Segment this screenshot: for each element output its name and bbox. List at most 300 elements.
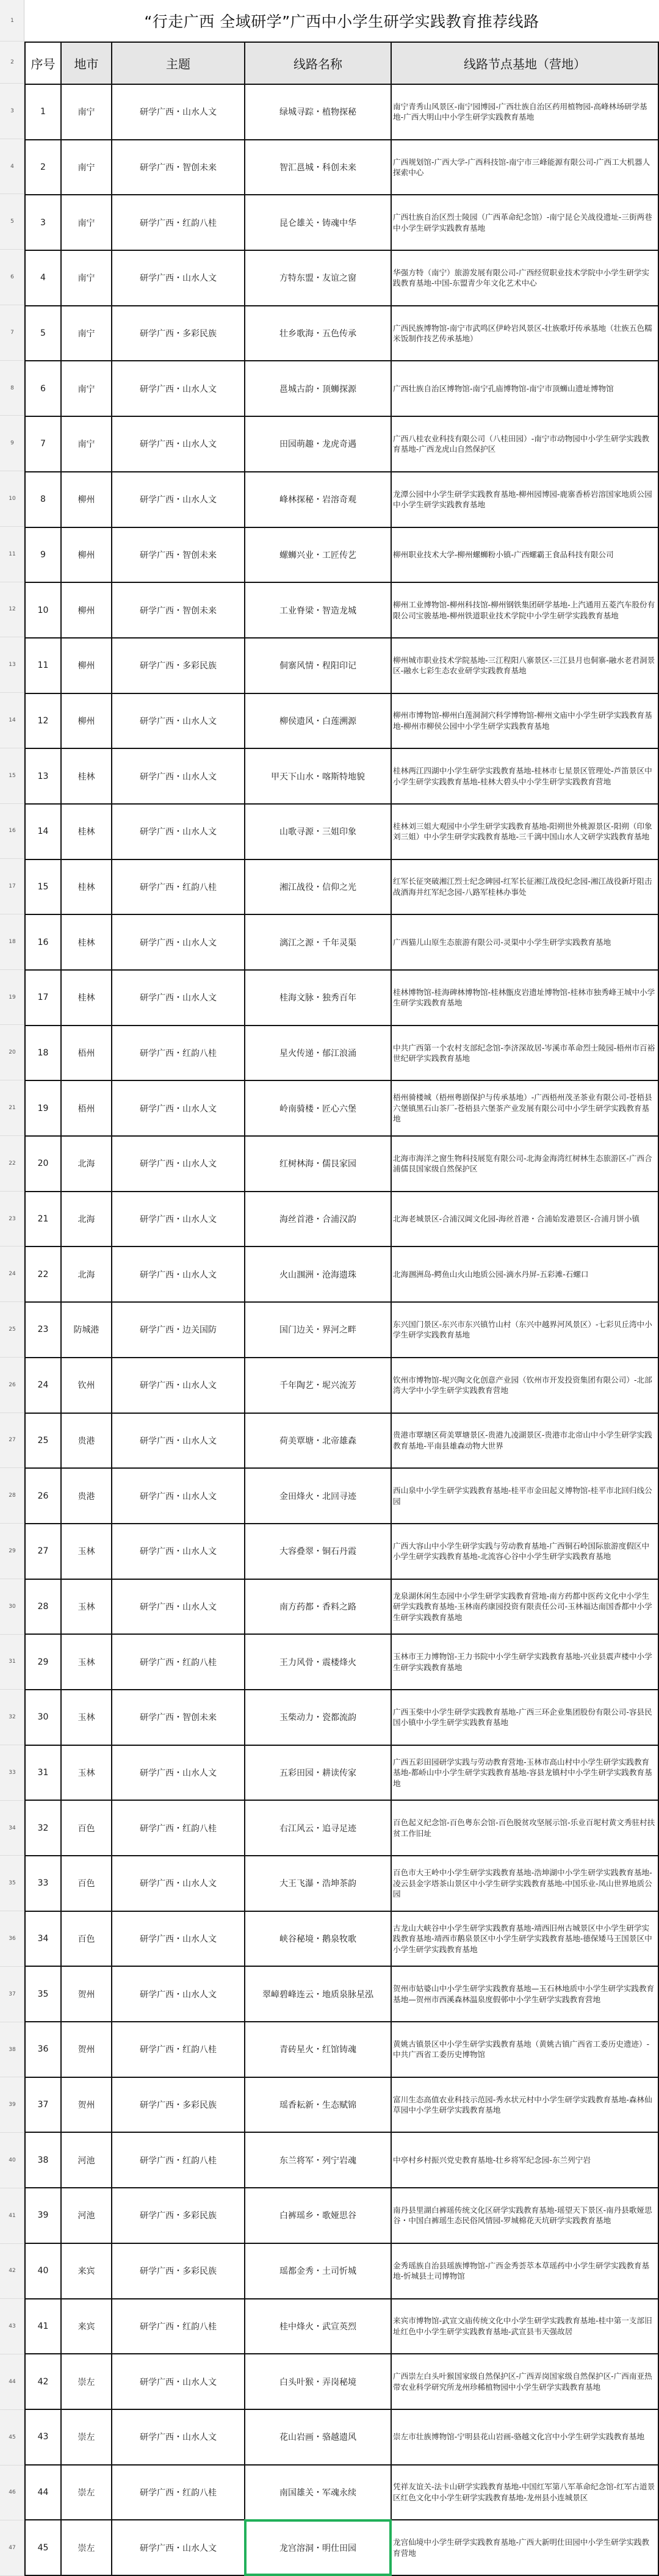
cell-route-bases[interactable]: 贵港市覃塘区荷美覃塘景区-贵港九凌湖景区-贵港市北帝山中小学生研学实践教育基地-平南县雄森动物大世界 xyxy=(391,1413,658,1469)
row-number[interactable]: 12 xyxy=(0,582,24,638)
cell-route-name[interactable]: 红树林海・儒艮家园 xyxy=(245,1136,391,1192)
row-number[interactable]: 35 xyxy=(0,1856,24,1911)
row-number[interactable]: 28 xyxy=(0,1468,24,1524)
cell-seq[interactable]: 45 xyxy=(25,2520,61,2575)
cell-city[interactable]: 百色 xyxy=(61,1911,112,1967)
cell-seq[interactable]: 11 xyxy=(25,638,61,693)
cell-seq[interactable]: 37 xyxy=(25,2077,61,2133)
row-number[interactable]: 23 xyxy=(0,1192,24,1247)
cell-city[interactable]: 柳州 xyxy=(61,472,112,527)
cell-route-name[interactable]: 昆仑雄关・铸魂中华 xyxy=(245,195,391,250)
cell-route-name[interactable]: 右江风云・追寻足迹 xyxy=(245,1800,391,1856)
cell-theme[interactable]: 研学广西・山水人文 xyxy=(112,693,245,749)
header-theme[interactable]: 主题 xyxy=(112,42,245,84)
cell-seq[interactable]: 40 xyxy=(25,2243,61,2299)
cell-theme[interactable]: 研学广西・红韵八桂 xyxy=(112,2299,245,2354)
cell-theme[interactable]: 研学广西・山水人文 xyxy=(112,1911,245,1967)
cell-route-bases[interactable]: 柳州城市职业技术学院基地-三江程阳八寨景区-三江县月也侗寨-融水老君洞景区-融水七彩生态农业研学实践教育基地 xyxy=(391,638,658,693)
cell-route-bases[interactable]: 广西大容山中小学生研学实践与劳动教育基地-广西铜石岭国际旅游度假区中小学生研学实践教育基地-北流容心谷中小学生研学实践教育基地 xyxy=(391,1524,658,1579)
cell-route-name[interactable]: 峡谷秘境・鹅泉牧歌 xyxy=(245,1911,391,1967)
cell-route-name[interactable]: 瑶都金秀・土司忻城 xyxy=(245,2243,391,2299)
row-number[interactable]: 42 xyxy=(0,2244,24,2299)
cell-route-bases[interactable]: 古龙山大峡谷中小学生研学实践教育基地-靖西旧州古城景区中小学生研学实践教育基地-靖西市鹅泉景区中小学生研学实践教育基地-德保矮马王国景区中小学生研学实践教育基地 xyxy=(391,1911,658,1967)
cell-city[interactable]: 玉林 xyxy=(61,1524,112,1579)
cell-route-bases[interactable]: 梧州骑楼城（梧州粤剧保护与传承基地）-广西梧州茂圣茶业有限公司-苍梧县六堡镇黑石山茶厂-苍梧县六堡茶产业发展有限公司中小学生研学实践教育基地 xyxy=(391,1080,658,1136)
table-row xyxy=(25,1468,658,1524)
cell-route-bases[interactable]: 广西八桂农业科技有限公司（八桂田园）-南宁市动物园中小学生研学实践教育基地-广西龙虎山自然保护区 xyxy=(391,416,658,472)
cell-seq[interactable]: 7 xyxy=(25,416,61,472)
cell-route-name[interactable]: 大容叠翠・铜石丹霞 xyxy=(245,1524,391,1579)
cell-theme[interactable]: 研学广西・山水人文 xyxy=(112,1579,245,1635)
cell-city[interactable]: 百色 xyxy=(61,1800,112,1856)
cell-seq[interactable]: 39 xyxy=(25,2188,61,2243)
row-number[interactable]: 16 xyxy=(0,804,24,859)
row-number[interactable]: 25 xyxy=(0,1302,24,1358)
cell-seq[interactable]: 24 xyxy=(25,1358,61,1413)
cell-seq[interactable]: 31 xyxy=(25,1745,61,1801)
cell-seq[interactable]: 21 xyxy=(25,1192,61,1247)
cell-route-name[interactable]: 大王飞瀑・浩坤茶韵 xyxy=(245,1856,391,1911)
cell-theme[interactable]: 研学广西・山水人文 xyxy=(112,804,245,859)
table-row xyxy=(25,859,658,915)
cell-seq[interactable]: 35 xyxy=(25,1966,61,2022)
row-number[interactable]: 37 xyxy=(0,1967,24,2022)
cell-route-name[interactable]: 东兰将军・列宁岩魂 xyxy=(245,2132,391,2188)
cell-route-bases[interactable]: 中亭村乡村振兴党史教育基地-壮乡将军纪念园-东兰列宁岩 xyxy=(391,2132,658,2188)
row-number[interactable]: 22 xyxy=(0,1136,24,1192)
cell-seq[interactable]: 3 xyxy=(25,195,61,250)
cell-route-name[interactable]: 五彩田园・耕读传家 xyxy=(245,1745,391,1801)
cell-theme[interactable]: 研学广西・红韵八桂 xyxy=(112,2132,245,2188)
header-city[interactable]: 地市 xyxy=(61,42,112,84)
cell-city[interactable]: 北海 xyxy=(61,1136,112,1192)
cell-theme[interactable]: 研学广西・红韵八桂 xyxy=(112,859,245,915)
cell-seq[interactable]: 15 xyxy=(25,859,61,915)
cell-seq[interactable]: 28 xyxy=(25,1579,61,1635)
cell-theme[interactable]: 研学广西・山水人文 xyxy=(112,1468,245,1524)
table-row xyxy=(25,140,658,195)
cell-seq[interactable]: 1 xyxy=(25,84,61,140)
cell-route-bases[interactable]: 黄姚古镇景区中小学生研学实践教育基地（黄姚古镇广西省工委历史遗迹）-中共广西省工委历史博物馆 xyxy=(391,2022,658,2077)
row-number[interactable]: 2 xyxy=(0,42,24,84)
cell-seq[interactable]: 13 xyxy=(25,748,61,804)
cell-route-name[interactable]: 王力风骨・震楼烽火 xyxy=(245,1634,391,1690)
cell-city[interactable]: 来宾 xyxy=(61,2299,112,2354)
cell-seq[interactable]: 18 xyxy=(25,1026,61,1081)
cell-seq[interactable]: 22 xyxy=(25,1246,61,1302)
cell-city[interactable]: 柳州 xyxy=(61,638,112,693)
cell-route-name[interactable]: 白裤瑶乡・歌娅思谷 xyxy=(245,2188,391,2243)
row-number[interactable]: 4 xyxy=(0,139,24,195)
cell-theme[interactable]: 研学广西・山水人文 xyxy=(112,1246,245,1302)
cell-route-name[interactable]: 山歌寻源・三姐印象 xyxy=(245,804,391,859)
cell-route-name[interactable]: 方特东盟・友谊之窗 xyxy=(245,250,391,306)
row-number[interactable]: 10 xyxy=(0,471,24,527)
row-number[interactable]: 7 xyxy=(0,305,24,361)
row-number[interactable]: 41 xyxy=(0,2188,24,2244)
table-row xyxy=(25,1690,658,1745)
cell-seq[interactable]: 20 xyxy=(25,1136,61,1192)
cell-city[interactable]: 南宁 xyxy=(61,361,112,416)
cell-route-name[interactable]: 玉柴动力・瓷都流韵 xyxy=(245,1690,391,1745)
cell-route-name[interactable]: 千年陶艺・坭兴流芳 xyxy=(245,1358,391,1413)
row-number[interactable]: 47 xyxy=(0,2520,24,2576)
cell-city[interactable]: 南宁 xyxy=(61,250,112,306)
header-route-name[interactable]: 线路名称 xyxy=(245,42,391,84)
cell-city[interactable]: 贺州 xyxy=(61,2022,112,2077)
cell-theme[interactable]: 研学广西・山水人文 xyxy=(112,84,245,140)
cell-theme[interactable]: 研学广西・山水人文 xyxy=(112,1745,245,1801)
cell-route-bases[interactable]: 北海老城景区-合浦汉阊文化园-海丝首港・合浦始发港景区-合浦月饼小镇 xyxy=(391,1192,658,1247)
cell-city[interactable]: 梧州 xyxy=(61,1080,112,1136)
cell-theme[interactable]: 研学广西・多彩民族 xyxy=(112,2188,245,2243)
cell-theme[interactable]: 研学广西・红韵八桂 xyxy=(112,2022,245,2077)
cell-theme[interactable]: 研学广西・山水人文 xyxy=(112,1966,245,2022)
table-row xyxy=(25,804,658,859)
cell-route-name[interactable]: 南国雄关・军魂永续 xyxy=(245,2465,391,2520)
cell-route-name[interactable]: 桂海文脉・独秀百年 xyxy=(245,970,391,1026)
cell-city[interactable]: 崇左 xyxy=(61,2409,112,2465)
cell-route-bases[interactable]: 北海涠洲岛-鳄鱼山火山地质公园-滴水丹屏-五彩滩-石螺口 xyxy=(391,1246,658,1302)
cell-route-name[interactable]: 瑶香耘新・生态赋锦 xyxy=(245,2077,391,2133)
header-route-bases[interactable]: 线路节点基地（营地） xyxy=(391,42,658,84)
cell-seq[interactable]: 2 xyxy=(25,140,61,195)
cell-seq[interactable]: 43 xyxy=(25,2409,61,2465)
cell-route-bases[interactable]: 金秀瑶族自治县瑶族博物馆-广西金秀荟萃本草瑶药中小学生研学实践教育基地-忻城县土司博物馆 xyxy=(391,2243,658,2299)
cell-city[interactable]: 贺州 xyxy=(61,2077,112,2133)
cell-city[interactable]: 钦州 xyxy=(61,1358,112,1413)
cell-route-name[interactable]: 桂中烽火・武宣英烈 xyxy=(245,2299,391,2354)
cell-seq[interactable]: 44 xyxy=(25,2465,61,2520)
table-row xyxy=(25,2243,658,2299)
sheet-title[interactable]: “行走广西 全域研学”广西中小学生研学实践教育推荐线路 xyxy=(144,13,539,31)
row-number[interactable]: 32 xyxy=(0,1690,24,1745)
cell-theme[interactable]: 研学广西・山水人文 xyxy=(112,472,245,527)
cell-city[interactable]: 桂林 xyxy=(61,748,112,804)
cell-seq[interactable]: 27 xyxy=(25,1524,61,1579)
table-row xyxy=(25,693,658,749)
cell-route-bases[interactable]: 钦州市博物馆-坭兴陶文化创意产业园（钦州市开发投资集团有限公司）-北部湾大学中小学生研学实践教育营地 xyxy=(391,1358,658,1413)
cell-city[interactable]: 崇左 xyxy=(61,2354,112,2409)
cell-city[interactable]: 桂林 xyxy=(61,970,112,1026)
cell-route-name[interactable]: 星火传递・郁江浪涌 xyxy=(245,1026,391,1081)
cell-route-name[interactable]: 白头叶猴・弄岗秘境 xyxy=(245,2354,391,2409)
cell-city[interactable]: 来宾 xyxy=(61,2243,112,2299)
row-number[interactable]: 40 xyxy=(0,2133,24,2188)
cell-city[interactable]: 北海 xyxy=(61,1246,112,1302)
routes-table xyxy=(24,42,659,2576)
cell-city[interactable]: 桂林 xyxy=(61,914,112,970)
cell-route-bases[interactable]: 桂林两江四湖中小学生研学实践教育基地-桂林市七星景区管理处-芦笛景区中小学生研学实践教育基地-桂林大碧头中小学生研学实践教育营地 xyxy=(391,748,658,804)
cell-seq[interactable]: 5 xyxy=(25,306,61,361)
cell-theme[interactable]: 研学广西・山水人文 xyxy=(112,1136,245,1192)
row-number[interactable]: 20 xyxy=(0,1025,24,1080)
cell-route-name[interactable]: 海丝首港・合浦汉韵 xyxy=(245,1192,391,1247)
cell-route-name[interactable]: 田园萌趣・龙虎奇遇 xyxy=(245,416,391,472)
cell-route-name[interactable]: 花山岩画・骆越遗风 xyxy=(245,2409,391,2465)
table-row xyxy=(25,416,658,472)
cell-route-bases[interactable]: 广西规划馆-广西大学-广西科技馆-南宁市三峰能源有限公司-广西工大机器人探索中心 xyxy=(391,140,658,195)
cell-route-name[interactable]: 智汇邕城・科创未来 xyxy=(245,140,391,195)
table-row xyxy=(25,2409,658,2465)
cell-seq[interactable]: 25 xyxy=(25,1413,61,1469)
cell-city[interactable]: 南宁 xyxy=(61,195,112,250)
row-number[interactable]: 30 xyxy=(0,1579,24,1635)
cell-city[interactable]: 桂林 xyxy=(61,804,112,859)
cell-city[interactable]: 桂林 xyxy=(61,859,112,915)
row-number[interactable]: 24 xyxy=(0,1246,24,1302)
row-number[interactable]: 13 xyxy=(0,637,24,693)
row-number[interactable]: 14 xyxy=(0,693,24,748)
cell-city[interactable]: 柳州 xyxy=(61,527,112,583)
cell-seq[interactable]: 10 xyxy=(25,582,61,638)
cell-theme[interactable]: 研学广西・山水人文 xyxy=(112,1856,245,1911)
cell-route-bases[interactable]: 贺州市姑婆山中小学生研学实践教育基地—玉石林地质中小学生研学实践教育基地—贺州市西溪森林温泉度假邨中小学生研学实践教育营地 xyxy=(391,1966,658,2022)
cell-theme[interactable]: 研学广西・山水人文 xyxy=(112,2409,245,2465)
cell-theme[interactable]: 研学广西・智创未来 xyxy=(112,140,245,195)
cell-city[interactable]: 贵港 xyxy=(61,1413,112,1469)
cell-route-bases[interactable]: 西山泉中小学生研学实践教育基地-桂平市金田起义博物馆-桂平市北回归线公园 xyxy=(391,1468,658,1524)
cell-route-bases[interactable]: 柳州工业博物馆-柳州科技馆-柳州钢铁集团研学基地-上汽通用五菱汽车股份有限公司宝骏基地-柳州铁道职业技术学院中小学生研学实践教育基地 xyxy=(391,582,658,638)
cell-theme[interactable]: 研学广西・红韵八桂 xyxy=(112,1800,245,1856)
cell-theme[interactable]: 研学广西・山水人文 xyxy=(112,416,245,472)
row-number[interactable]: 33 xyxy=(0,1745,24,1801)
cell-theme[interactable]: 研学广西・边关国防 xyxy=(112,1302,245,1358)
cell-route-bases[interactable]: 南宁青秀山风景区-南宁园博园-广西壮族自治区药用植物园-高峰林场研学基地-广西大明山中小学生研学实践教育基地 xyxy=(391,84,658,140)
cell-city[interactable]: 南宁 xyxy=(61,140,112,195)
cell-route-name[interactable]: 甲天下山水・喀斯特地貌 xyxy=(245,748,391,804)
row-number[interactable]: 18 xyxy=(0,914,24,970)
cell-seq[interactable]: 9 xyxy=(25,527,61,583)
cell-route-bases[interactable]: 崇左市壮族博物馆-宁明县花山岩画-骆越文化宫中小学生研学实践教育基地 xyxy=(391,2409,658,2465)
cell-city[interactable]: 南宁 xyxy=(61,84,112,140)
cell-route-name[interactable]: 螺蛳兴业・工匠传艺 xyxy=(245,527,391,583)
row-number[interactable]: 31 xyxy=(0,1635,24,1690)
cell-route-name[interactable]: 壮乡歌海・五色传承 xyxy=(245,306,391,361)
cell-city[interactable]: 贺州 xyxy=(61,1966,112,2022)
row-number[interactable]: 27 xyxy=(0,1413,24,1469)
cell-theme[interactable]: 研学广西・山水人文 xyxy=(112,2354,245,2409)
cell-theme[interactable]: 研学广西・多彩民族 xyxy=(112,638,245,693)
cell-seq[interactable]: 26 xyxy=(25,1468,61,1524)
table-row xyxy=(25,638,658,693)
cell-route-bases[interactable]: 龙宫仙境中小学生研学实践教育基地-广西大新明仕田园中小学生研学实践教育营地 xyxy=(391,2520,658,2575)
cell-theme[interactable]: 研学广西・山水人文 xyxy=(112,1358,245,1413)
table-row xyxy=(25,1192,658,1247)
row-number[interactable]: 34 xyxy=(0,1801,24,1856)
cell-theme[interactable]: 研学广西・多彩民族 xyxy=(112,2077,245,2133)
table-row xyxy=(25,2132,658,2188)
cell-route-bases[interactable]: 南丹县里湖白裤瑶传统文化区研学实践教育基地-瑶望天下景区-南丹县歌娅思谷・中国白裤瑶生态民俗风情园-罗城棉花天坑研学实践教育基地 xyxy=(391,2188,658,2243)
cell-route-bases[interactable]: 华强方特（南宁）旅游发展有限公司-广西经贸职业技术学院中小学生研学实践教育基地-中国-东盟青少年文化艺术中心 xyxy=(391,250,658,306)
cell-city[interactable]: 南宁 xyxy=(61,416,112,472)
cell-route-bases[interactable]: 北海市海洋之窗生物科技展览有限公司-北海金海湾红树林生态旅游区-广西合浦儒艮国家级自然保护区 xyxy=(391,1136,658,1192)
cell-theme[interactable]: 研学广西・红韵八桂 xyxy=(112,1026,245,1081)
cell-seq[interactable]: 23 xyxy=(25,1302,61,1358)
row-number[interactable]: 15 xyxy=(0,748,24,804)
cell-city[interactable]: 玉林 xyxy=(61,1634,112,1690)
cell-route-bases[interactable]: 龙潭公园中小学生研学实践教育基地-柳州园博园-鹿寨香桥岩溶国家地质公园中小学生研学实践教育基地 xyxy=(391,472,658,527)
cell-route-name[interactable]: 翠嶂碧峰连云・地质泉脉星泓 xyxy=(245,1966,391,2022)
cell-route-name[interactable]: 南方药都・香料之路 xyxy=(245,1579,391,1635)
cell-route-name[interactable]: 金田烽火・北回寻迹 xyxy=(245,1468,391,1524)
cell-route-bases[interactable]: 来宾市博物馆-武宣文庙传统文化中小学生研学实践教育基地-桂中第一支部旧址红色中小学生研学实践教育基地-武宣县韦天强故居 xyxy=(391,2299,658,2354)
cell-seq[interactable]: 16 xyxy=(25,914,61,970)
cell-seq[interactable]: 33 xyxy=(25,1856,61,1911)
cell-seq[interactable]: 29 xyxy=(25,1634,61,1690)
cell-route-bases[interactable]: 中共广西第一个农村支部纪念馆-李济深故居-岑溪市革命烈士陵园-梧州市百裕世纪研学实践教育基地 xyxy=(391,1026,658,1081)
header-seq[interactable]: 序号 xyxy=(25,42,61,84)
table-row xyxy=(25,1745,658,1801)
cell-city[interactable]: 百色 xyxy=(61,1856,112,1911)
row-number[interactable]: 21 xyxy=(0,1080,24,1136)
cell-seq[interactable]: 34 xyxy=(25,1911,61,1967)
cell-theme[interactable]: 研学广西・智创未来 xyxy=(112,582,245,638)
cell-route-bases[interactable]: 百色起义纪念馆-百色粤东会馆-百色脱贫攻坚展示馆-乐业百坭村黄文秀驻村扶贫工作旧址 xyxy=(391,1800,658,1856)
cell-route-bases[interactable]: 柳州职业技术大学-柳州螺蛳粉小镇-广西螺霸王食品科技有限公司 xyxy=(391,527,658,583)
cell-city[interactable]: 贵港 xyxy=(61,1468,112,1524)
cell-seq[interactable]: 14 xyxy=(25,804,61,859)
cell-route-bases[interactable]: 桂林博物馆-桂海碑林博物馆-桂林甑皮岩遗址博物馆-桂林市独秀峰王城中小学生研学实践教育基地 xyxy=(391,970,658,1026)
cell-seq[interactable]: 19 xyxy=(25,1080,61,1136)
cell-route-name[interactable]: 湘江战役・信仰之光 xyxy=(245,859,391,915)
cell-city[interactable]: 玉林 xyxy=(61,1690,112,1745)
cell-theme[interactable]: 研学广西・多彩民族 xyxy=(112,306,245,361)
cell-city[interactable]: 南宁 xyxy=(61,306,112,361)
cell-seq[interactable]: 42 xyxy=(25,2354,61,2409)
cell-city[interactable]: 防城港 xyxy=(61,1302,112,1358)
cell-seq[interactable]: 4 xyxy=(25,250,61,306)
cell-seq[interactable]: 32 xyxy=(25,1800,61,1856)
cell-city[interactable]: 柳州 xyxy=(61,693,112,749)
cell-route-bases[interactable]: 广西五彩田园研学实践与劳动教育营地-玉林市高山村中小学生研学实践教育基地-都峤山中小学生研学实践教育基地-容县龙镇村中小学生研学实践教育基地 xyxy=(391,1745,658,1801)
row-number[interactable]: 46 xyxy=(0,2466,24,2521)
cell-seq[interactable]: 12 xyxy=(25,693,61,749)
cell-city[interactable]: 崇左 xyxy=(61,2520,112,2575)
cell-route-bases[interactable]: 东兴国门景区-东兴市东兴镇竹山村（东兴中越界河风景区）-七彩贝丘湾中小学生研学实践教育基地 xyxy=(391,1302,658,1358)
cell-route-name[interactable]: 绿城寻踪・植物探秘 xyxy=(245,84,391,140)
cell-city[interactable]: 崇左 xyxy=(61,2465,112,2520)
cell-theme[interactable]: 研学广西・红韵八桂 xyxy=(112,195,245,250)
row-number[interactable]: 6 xyxy=(0,250,24,305)
cell-route-name[interactable]: 柳侯遗风・白莲溯源 xyxy=(245,693,391,749)
row-number[interactable]: 45 xyxy=(0,2410,24,2466)
cell-theme[interactable]: 研学广西・山水人文 xyxy=(112,970,245,1026)
row-number[interactable]: 17 xyxy=(0,859,24,914)
cell-route-bases[interactable]: 广西崇左白头叶猴国家级自然保护区-广西弄岗国家级自然保护区-广西南亚热带农业科学研究所龙州珍稀植物园中小学生研学实践教育基地 xyxy=(391,2354,658,2409)
row-number[interactable]: 26 xyxy=(0,1358,24,1413)
cell-seq[interactable]: 41 xyxy=(25,2299,61,2354)
cell-theme[interactable]: 研学广西・山水人文 xyxy=(112,361,245,416)
row-number[interactable]: 5 xyxy=(0,194,24,250)
cell-route-bases[interactable]: 桂林刘三姐大观园中小学生研学实践教育基地-阳朔世外桃源景区-阳朔（印象刘三姐）中小学生研学实践教育基地-三千漓中国山水人文研学实践教育基地 xyxy=(391,804,658,859)
table-row xyxy=(25,1524,658,1579)
cell-route-name[interactable]: 侗寨风情・程阳印记 xyxy=(245,638,391,693)
row-number[interactable]: 1 xyxy=(0,0,24,42)
cell-route-bases[interactable]: 红军长征突破湘江烈士纪念碑园-红军长征湘江战役纪念园-湘江战役新圩阻击战酒海井红军纪念园-八路军桂林办事处 xyxy=(391,859,658,915)
cell-theme[interactable]: 研学广西・红韵八桂 xyxy=(112,2465,245,2520)
cell-route-bases[interactable]: 广西壮族自治区博物馆-南宁孔庙博物馆-南宁市顶蛳山遗址博物馆 xyxy=(391,361,658,416)
table-row xyxy=(25,1856,658,1911)
row-number[interactable]: 11 xyxy=(0,527,24,582)
row-number[interactable]: 39 xyxy=(0,2077,24,2133)
table-row xyxy=(25,1911,658,1967)
cell-city[interactable]: 河池 xyxy=(61,2132,112,2188)
row-number[interactable]: 19 xyxy=(0,970,24,1026)
cell-theme[interactable]: 研学广西・红韵八桂 xyxy=(112,1634,245,1690)
cell-route-bases[interactable]: 广西玉柴中小学生研学实践教育基地-广西三环企业集团股份有限公司-容县民国小镇中小学生研学实践教育基地 xyxy=(391,1690,658,1745)
cell-seq[interactable]: 17 xyxy=(25,970,61,1026)
cell-route-bases[interactable]: 龙泉湖休闲生态园中小学生研学实践教育营地-南方药都中医药文化中小学生研学实践教育基地-玉林南药康园投资有限责任公司-玉林福达南国香都中小学生研学实践教育基地 xyxy=(391,1579,658,1635)
cell-route-name[interactable]: 龙宫溶洞・明仕田园 xyxy=(245,2520,391,2575)
cell-theme[interactable]: 研学广西・山水人文 xyxy=(112,1524,245,1579)
row-number[interactable]: 44 xyxy=(0,2354,24,2410)
cell-seq[interactable]: 8 xyxy=(25,472,61,527)
cell-route-bases[interactable]: 富川生态高值农业科技示范园-秀水状元村中小学生研学实践教育基地-森林仙草园中小学生研学实践教育基地 xyxy=(391,2077,658,2133)
row-number[interactable]: 3 xyxy=(0,84,24,139)
table-row xyxy=(25,1026,658,1081)
cell-city[interactable]: 梧州 xyxy=(61,1026,112,1081)
cell-city[interactable]: 北海 xyxy=(61,1192,112,1247)
cell-seq[interactable]: 30 xyxy=(25,1690,61,1745)
row-number[interactable]: 29 xyxy=(0,1524,24,1579)
cell-seq[interactable]: 38 xyxy=(25,2132,61,2188)
row-number[interactable]: 43 xyxy=(0,2299,24,2354)
cell-route-name[interactable]: 岭南骑楼・匠心六堡 xyxy=(245,1080,391,1136)
cell-route-bases[interactable]: 凭祥友谊关-法卡山研学实践教育基地-中国红军第八军革命纪念馆-红军古道景区红色文化中小学生研学实践教育基地-龙州县小连城景区 xyxy=(391,2465,658,2520)
cell-route-name[interactable]: 漓江之源・千年灵渠 xyxy=(245,914,391,970)
cell-theme[interactable]: 研学广西・山水人文 xyxy=(112,914,245,970)
cell-theme[interactable]: 研学广西・山水人文 xyxy=(112,2520,245,2575)
cell-route-name[interactable]: 荷美覃塘・北帝雄森 xyxy=(245,1413,391,1469)
cell-route-bases[interactable]: 广西猫儿山原生态旅游有限公司-灵渠中小学生研学实践教育基地 xyxy=(391,914,658,970)
row-number[interactable]: 9 xyxy=(0,416,24,471)
cell-route-bases[interactable]: 百色市大王岭中小学生研学实践教育基地-浩坤湖中小学生研学实践教育基地-凌云县金字塔茶山景区中小学生研学实践教育基地-中国乐业-凤山世界地质公园 xyxy=(391,1856,658,1911)
table-row xyxy=(25,970,658,1026)
cell-seq[interactable]: 36 xyxy=(25,2022,61,2077)
cell-theme[interactable]: 研学广西・智创未来 xyxy=(112,1690,245,1745)
cell-theme[interactable]: 研学广西・多彩民族 xyxy=(112,2243,245,2299)
cell-route-name[interactable]: 工业脊梁・智造龙城 xyxy=(245,582,391,638)
cell-route-name[interactable]: 邕城古韵・顶蛳探源 xyxy=(245,361,391,416)
row-number[interactable]: 36 xyxy=(0,1911,24,1967)
row-number[interactable]: 38 xyxy=(0,2022,24,2078)
cell-route-bases[interactable]: 玉林市王力博物馆-王力书院中小学生研学实践教育基地-兴业县震声楼中小学生研学实践教育基地 xyxy=(391,1634,658,1690)
table-row xyxy=(25,2520,658,2575)
cell-route-bases[interactable]: 广西民族博物馆-南宁市武鸣区伊岭岩风景区-壮族歌圩传承基地（壮族五色糯米饭制作技艺传承基地） xyxy=(391,306,658,361)
cell-theme[interactable]: 研学广西・山水人文 xyxy=(112,1413,245,1469)
cell-route-name[interactable]: 峰林探秘・岩溶奇观 xyxy=(245,472,391,527)
cell-city[interactable]: 河池 xyxy=(61,2188,112,2243)
cell-route-bases[interactable]: 柳州市博物馆-柳州白莲洞洞穴科学博物馆-柳州文庙中小学生研学实践教育基地-柳州市柳侯公园中小学生研学实践教育基地 xyxy=(391,693,658,749)
cell-route-bases[interactable]: 广西壮族自治区烈士陵园（广西革命纪念馆）-南宁昆仑关战役遗址-三街两巷中小学生研学实践教育基地 xyxy=(391,195,658,250)
cell-city[interactable]: 玉林 xyxy=(61,1579,112,1635)
row-number[interactable]: 8 xyxy=(0,361,24,416)
cell-seq[interactable]: 6 xyxy=(25,361,61,416)
cell-route-name[interactable]: 火山涠洲・沧海遗珠 xyxy=(245,1246,391,1302)
cell-theme[interactable]: 研学广西・智创未来 xyxy=(112,527,245,583)
cell-city[interactable]: 玉林 xyxy=(61,1745,112,1801)
cell-theme[interactable]: 研学广西・山水人文 xyxy=(112,1080,245,1136)
cell-route-name[interactable]: 国门边关・界河之畔 xyxy=(245,1302,391,1358)
table-row xyxy=(25,1302,658,1358)
cell-theme[interactable]: 研学广西・山水人文 xyxy=(112,1192,245,1247)
table-row xyxy=(25,1136,658,1192)
cell-route-name[interactable]: 青砖星火・红馆铸魂 xyxy=(245,2022,391,2077)
cell-theme[interactable]: 研学广西・山水人文 xyxy=(112,748,245,804)
cell-city[interactable]: 柳州 xyxy=(61,582,112,638)
cell-theme[interactable]: 研学广西・山水人文 xyxy=(112,250,245,306)
